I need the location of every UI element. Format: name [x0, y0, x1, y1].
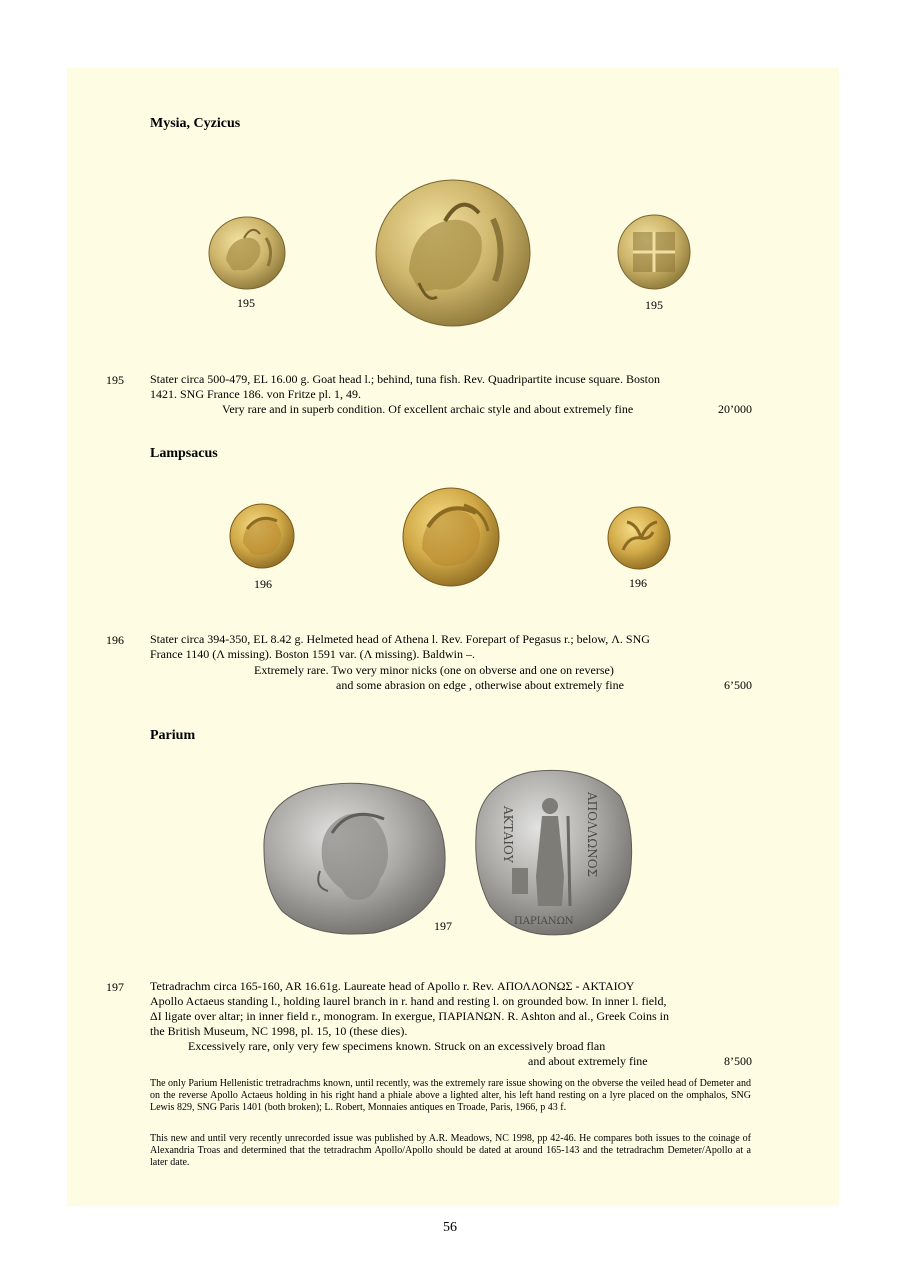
lot-evaluation: and some abrasion on edge , otherwise about extremely fine: [336, 678, 624, 692]
page-number: 56: [443, 1220, 457, 1235]
section-heading-parium: Parium: [150, 728, 196, 743]
lot-evaluation: and about extremely fine: [528, 1054, 648, 1068]
lot-description: [150, 372, 751, 402]
section-heading-cyzicus: Mysia, Cyzicus: [150, 116, 241, 131]
apollo-standing-coin: [470, 766, 636, 938]
coin-caption: 195: [645, 298, 663, 312]
reverse-legend-right: ΑΠΟΛΛΩΝΟΣ: [585, 792, 599, 878]
historical-note: The only Parium Hellenistic tretradrachms known, until recently, was the extremely rare issue showing on the obverse the veiled head of Demeter and on the reverse Apollo Actaeus holding in his right hand a phiale above a lighted alter, his left hand resting on a lyre placed on the omphalos, SNG Lewis 829, SNG Paris 1401 (both broken); L. Robert, Monnaies antiques en Troade, Paris, 1966, p 43 f.: [150, 1078, 751, 1113]
athena-head-coin: [229, 503, 295, 569]
reverse-legend-left: ΑΚΤΑΙΟΥ: [501, 806, 515, 863]
lot-evaluation: Very rare and in superb condition. Of excellent archaic style and about extremely fine: [222, 402, 634, 416]
goat-head-coin-enlarged: [375, 179, 531, 327]
historical-note: This new and until very recently unrecorded issue was published by A.R. Meadows, NC 1998, pp 42-46. He compares both issues to the coinage of Alexandria Troas and determined that the tetradrachm Apollo/Apollo should be dated at around 165-143 and the tetradrachm Demeter/Apollo at a later date.: [150, 1133, 751, 1168]
incuse-square-coin: [617, 214, 691, 290]
lot-description: [150, 632, 751, 662]
goat-head-coin: [208, 216, 286, 290]
description-line: Tetradrachm circa 165-160, AR 16.61g. Laureate head of Apollo r. Rev. ΑΠΟΛΛΟΝΩΣ - ΑΚΤΑΙΟΥ: [150, 979, 635, 993]
description-line: ΔΙ ligate over altar; in inner field r., monogram. In exergue, ΠΑΡΙΑΝΩΝ. R. Ashton and al., Greek Coins in: [150, 1009, 669, 1023]
lot-description: [150, 979, 751, 1039]
lot-price: 8’500: [724, 1054, 752, 1068]
reverse-exergue: ΠΑΡΙΑΝΩΝ: [514, 916, 574, 927]
lot-price: 20’000: [718, 402, 752, 416]
lot-evaluation: Excessively rare, only very few specimens known. Struck on an excessively broad flan: [188, 1039, 606, 1053]
coin-caption: 195: [237, 296, 255, 310]
lot-number: 197: [106, 980, 124, 994]
pegasus-coin: [607, 506, 671, 570]
description-line: France 1140 (Λ missing). Boston 1591 var. (Λ missing). Baldwin –.: [150, 647, 475, 661]
apollo-head-coin: [254, 779, 450, 937]
coin-caption: 196: [254, 577, 272, 591]
lot-price: 6’500: [724, 678, 752, 692]
description-line: Apollo Actaeus standing l., holding laurel branch in r. hand and resting l. on grounded bow. In inner l. field,: [150, 994, 667, 1008]
description-line: Stater circa 500-479, EL 16.00 g. Goat head l.; behind, tuna fish. Rev. Quadripartite incuse square. Boston: [150, 372, 660, 386]
athena-head-coin-enlarged: [402, 487, 500, 587]
lot-number: 195: [106, 373, 124, 387]
section-heading-lampsacus: Lampsacus: [150, 446, 218, 461]
coin-caption: 197: [434, 919, 452, 933]
description-line: 1421. SNG France 186. von Fritze pl. 1, 49.: [150, 387, 361, 401]
lot-number: 196: [106, 633, 124, 647]
description-line: the British Museum, NC 1998, pl. 15, 10 (these dies).: [150, 1024, 408, 1038]
lot-evaluation: Extremely rare. Two very minor nicks (one on obverse and one on reverse): [254, 663, 614, 677]
description-line: Stater circa 394-350, EL 8.42 g. Helmeted head of Athena l. Rev. Forepart of Pegasus r.; below, Λ. SNG: [150, 632, 650, 646]
coin-caption: 196: [629, 576, 647, 590]
